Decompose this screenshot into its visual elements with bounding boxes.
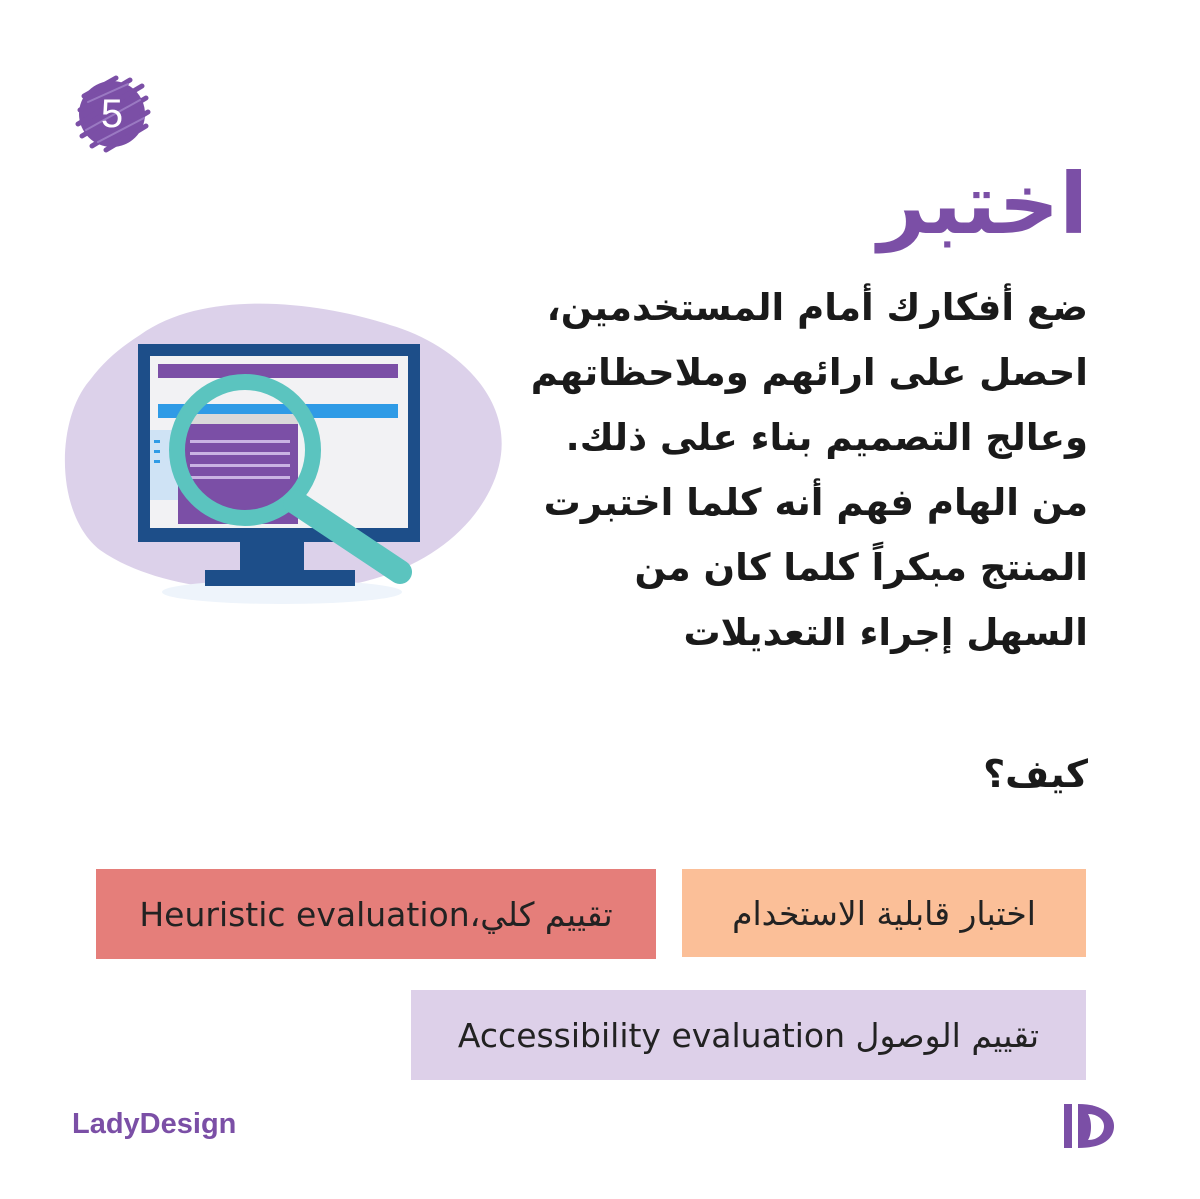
brand-name: LadyDesign: [72, 1108, 237, 1140]
paragraph-line: السهل إجراء التعديلات: [683, 611, 1088, 654]
paragraph-line: وعالج التصميم بناء على ذلك.: [565, 416, 1088, 459]
paragraph-line: المنتج مبكراً كلما كان من: [634, 546, 1088, 589]
page-number: 5: [100, 91, 124, 136]
method-heuristic-evaluation: [96, 869, 656, 959]
method-accessibility-evaluation: [411, 990, 1086, 1080]
page-number-badge: [70, 72, 154, 156]
paragraph-line: من الهام فهم أنه كلما اختبرت: [543, 481, 1088, 524]
method-label: اختبار قابلية الاستخدام: [732, 893, 1036, 933]
paragraph-line: احصل على ارائهم وملاحظاتهم: [530, 351, 1088, 394]
description-paragraph: [448, 275, 1088, 665]
page-title: اختبر: [877, 155, 1088, 253]
ladydesign-logo-icon: [1060, 1098, 1116, 1154]
method-label: تقييم الوصول Accessibility evaluation: [457, 1015, 1040, 1055]
method-label: تقييم كلي،Heuristic evaluation: [139, 894, 613, 934]
monitor-magnifier-icon: [60, 300, 520, 620]
how-heading: كيف؟: [983, 752, 1088, 796]
method-usability-testing: [682, 869, 1086, 957]
paragraph-line: ضع أفكارك أمام المستخدمين،: [546, 286, 1088, 329]
